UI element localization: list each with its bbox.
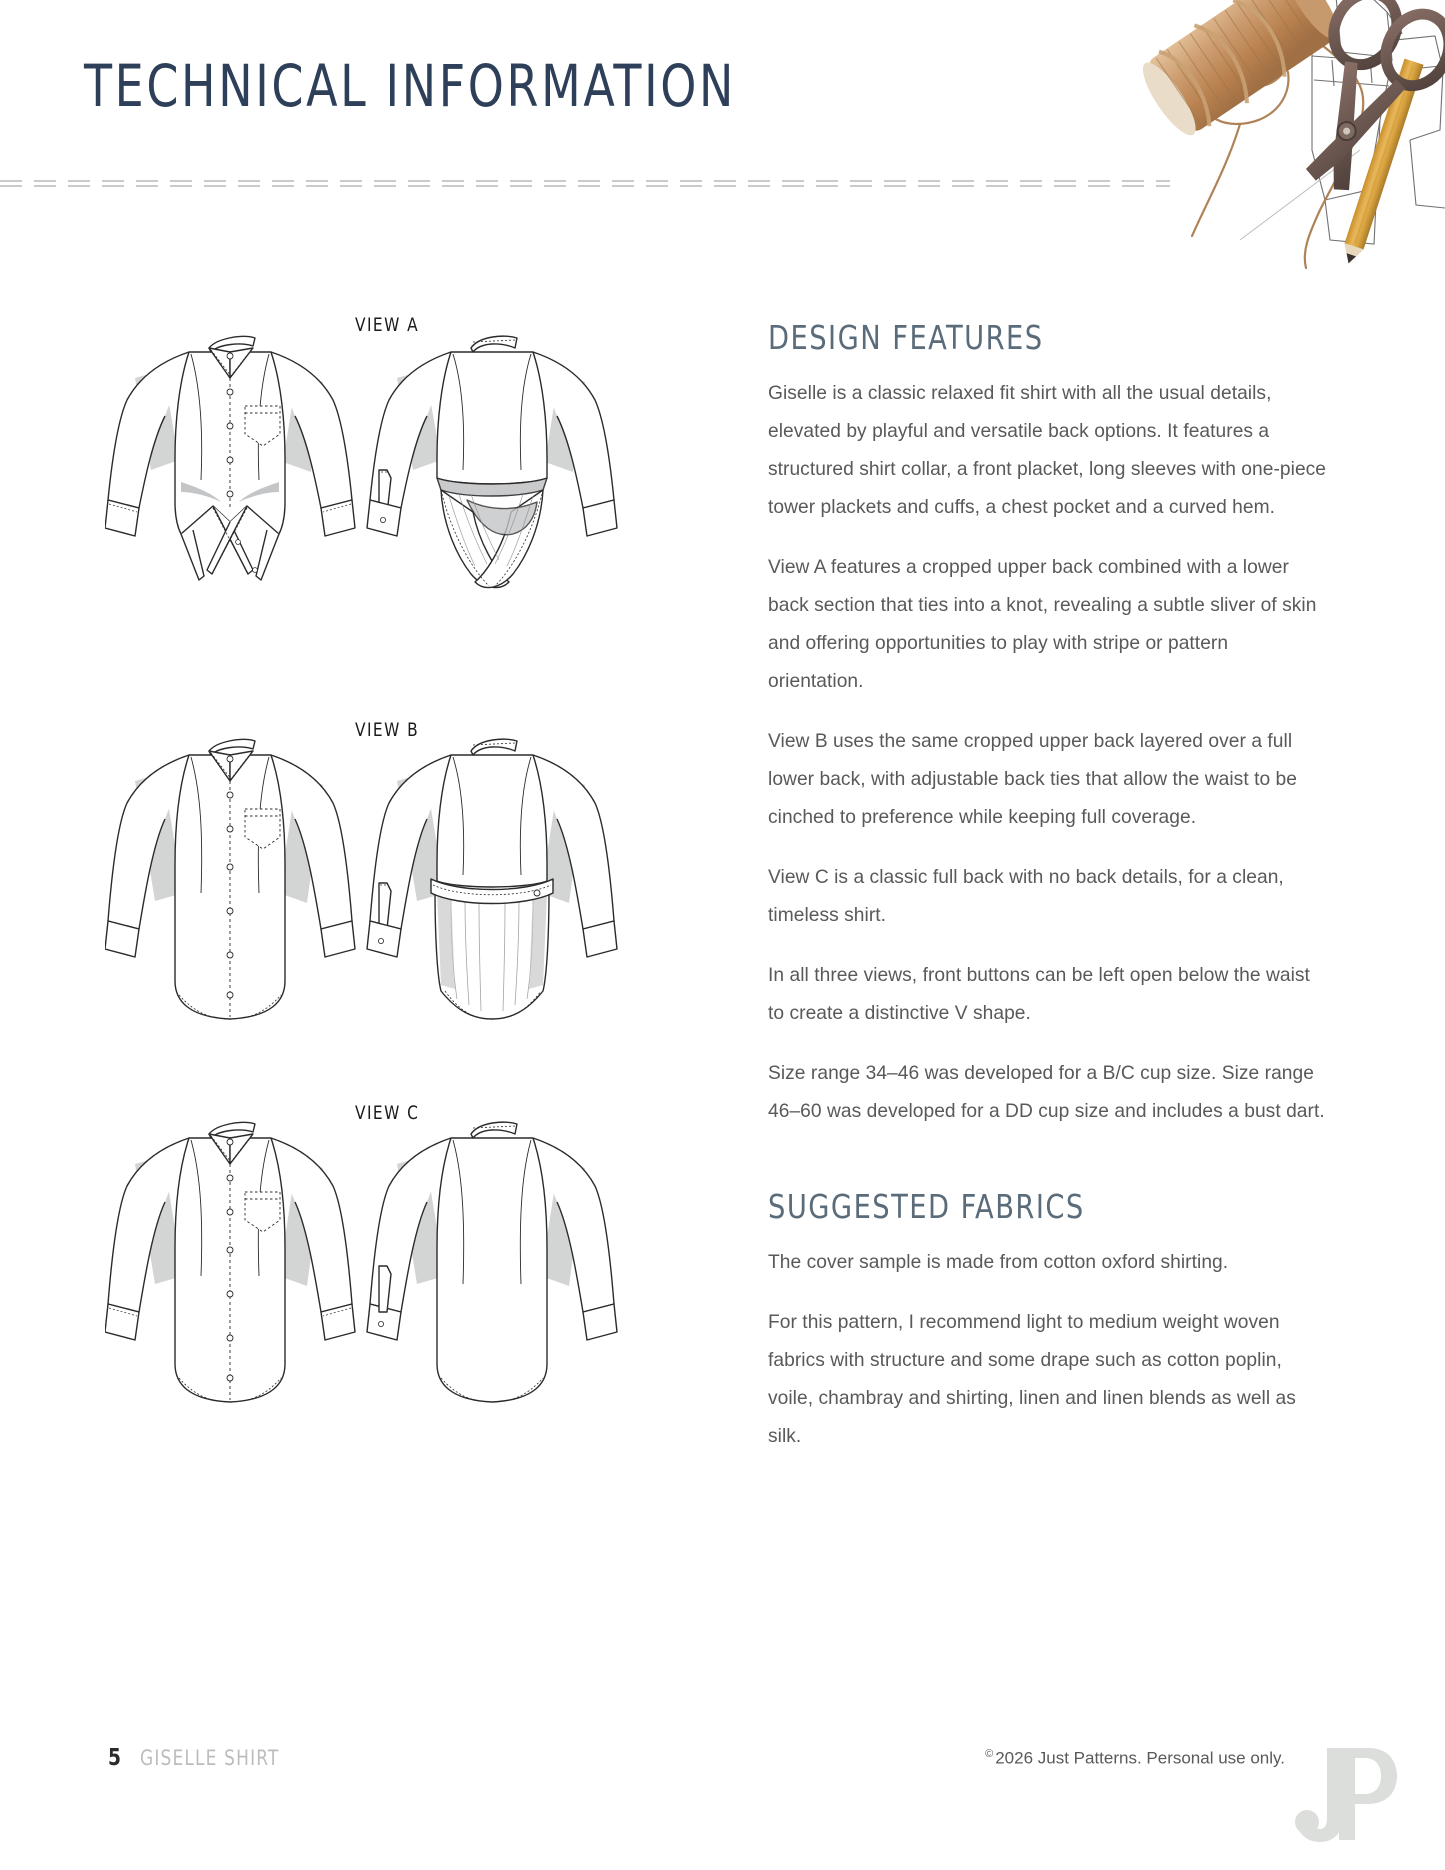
copyright-icon: © [985,1748,994,1760]
divider-dash-row-top [0,180,1170,182]
suggested-fabrics-heading: SUGGESTED FABRICS [768,1187,1085,1226]
design-features-paragraph-3: View B uses the same cropped upper back layered over a full lower back, with adjustable back ties that allow the waist to be cinched to preference while keeping full coverage. [768,731,1298,828]
design-features-paragraph-4: View C is a classic full back with no back details, for a clean, timeless shirt. [768,867,1284,926]
view-b-back [367,739,617,1019]
view-b-front [105,739,355,1019]
footer-copyright-text: 2026 Just Patterns. Personal use only. [995,1748,1285,1768]
view-a-label: VIEW A [355,314,420,336]
view-b-label: VIEW B [355,719,420,741]
view-c-back [367,1122,617,1402]
page-title: TECHNICAL INFORMATION [84,52,737,120]
footer-copyright [985,1748,1285,1769]
divider-dash-row-bottom [0,185,1170,187]
design-features-heading: DESIGN FEATURES [768,318,1044,357]
view-a-back [367,336,617,587]
suggested-fabrics-paragraph-2: For this pattern, I recommend light to medium weight woven fabrics with structure and some drape such as cotton poplin, voile, chambray and shirting, linen and linen blends as well as silk. [768,1312,1296,1447]
view-a-flat-illustration [105,330,625,710]
page-footer [0,1690,1445,1870]
pencil [1339,59,1424,267]
technical-flats-column [105,314,625,1499]
view-c-flat-illustration [105,1116,625,1476]
view-a-front [105,336,355,580]
view-c-front [105,1122,355,1402]
thread-spool [1132,0,1349,145]
view-a-block [105,314,625,715]
design-features-paragraph-1: Giselle is a classic relaxed fit shirt with all the usual details, elevated by playful and versatile back options. It features a structured shirt collar, a front placket, long sleeves with one-piece tower plackets and cuffs, a chest pocket and a curved hem. [768,383,1327,518]
pattern-sheets [1240,0,1445,250]
just-patterns-logo [1283,1732,1403,1852]
content-text-column [768,318,1328,1456]
view-b-flat-illustration [105,733,625,1093]
footer-left-group [108,1745,295,1771]
suggested-fabrics-paragraph-1: The cover sample is made from cotton oxford shirting. [768,1252,1229,1273]
scissors [1269,0,1445,209]
sewing-flatlay-photo [940,0,1445,300]
design-features-paragraph-6: Size range 34–46 was developed for a B/C cup size. Size range 46–60 was developed for a DD cup size and includes a bust dart. [768,1063,1325,1122]
page-number: 5 [108,1745,121,1771]
view-c-label: VIEW C [355,1102,420,1124]
design-features-paragraph-5: In all three views, front buttons can be left open below the waist to create a distinctive V shape. [768,965,1310,1024]
dashed-divider [0,180,1170,187]
view-c-block [105,1102,625,1481]
design-features-paragraph-2: View A features a cropped upper back combined with a lower back section that ties into a knot, revealing a subtle sliver of skin and offering opportunities to play with stripe or pattern orientation. [768,557,1317,692]
view-b-block [105,719,625,1098]
footer-document-title: GISELLE SHIRT [140,1746,280,1770]
thread-strand [1192,8,1363,268]
